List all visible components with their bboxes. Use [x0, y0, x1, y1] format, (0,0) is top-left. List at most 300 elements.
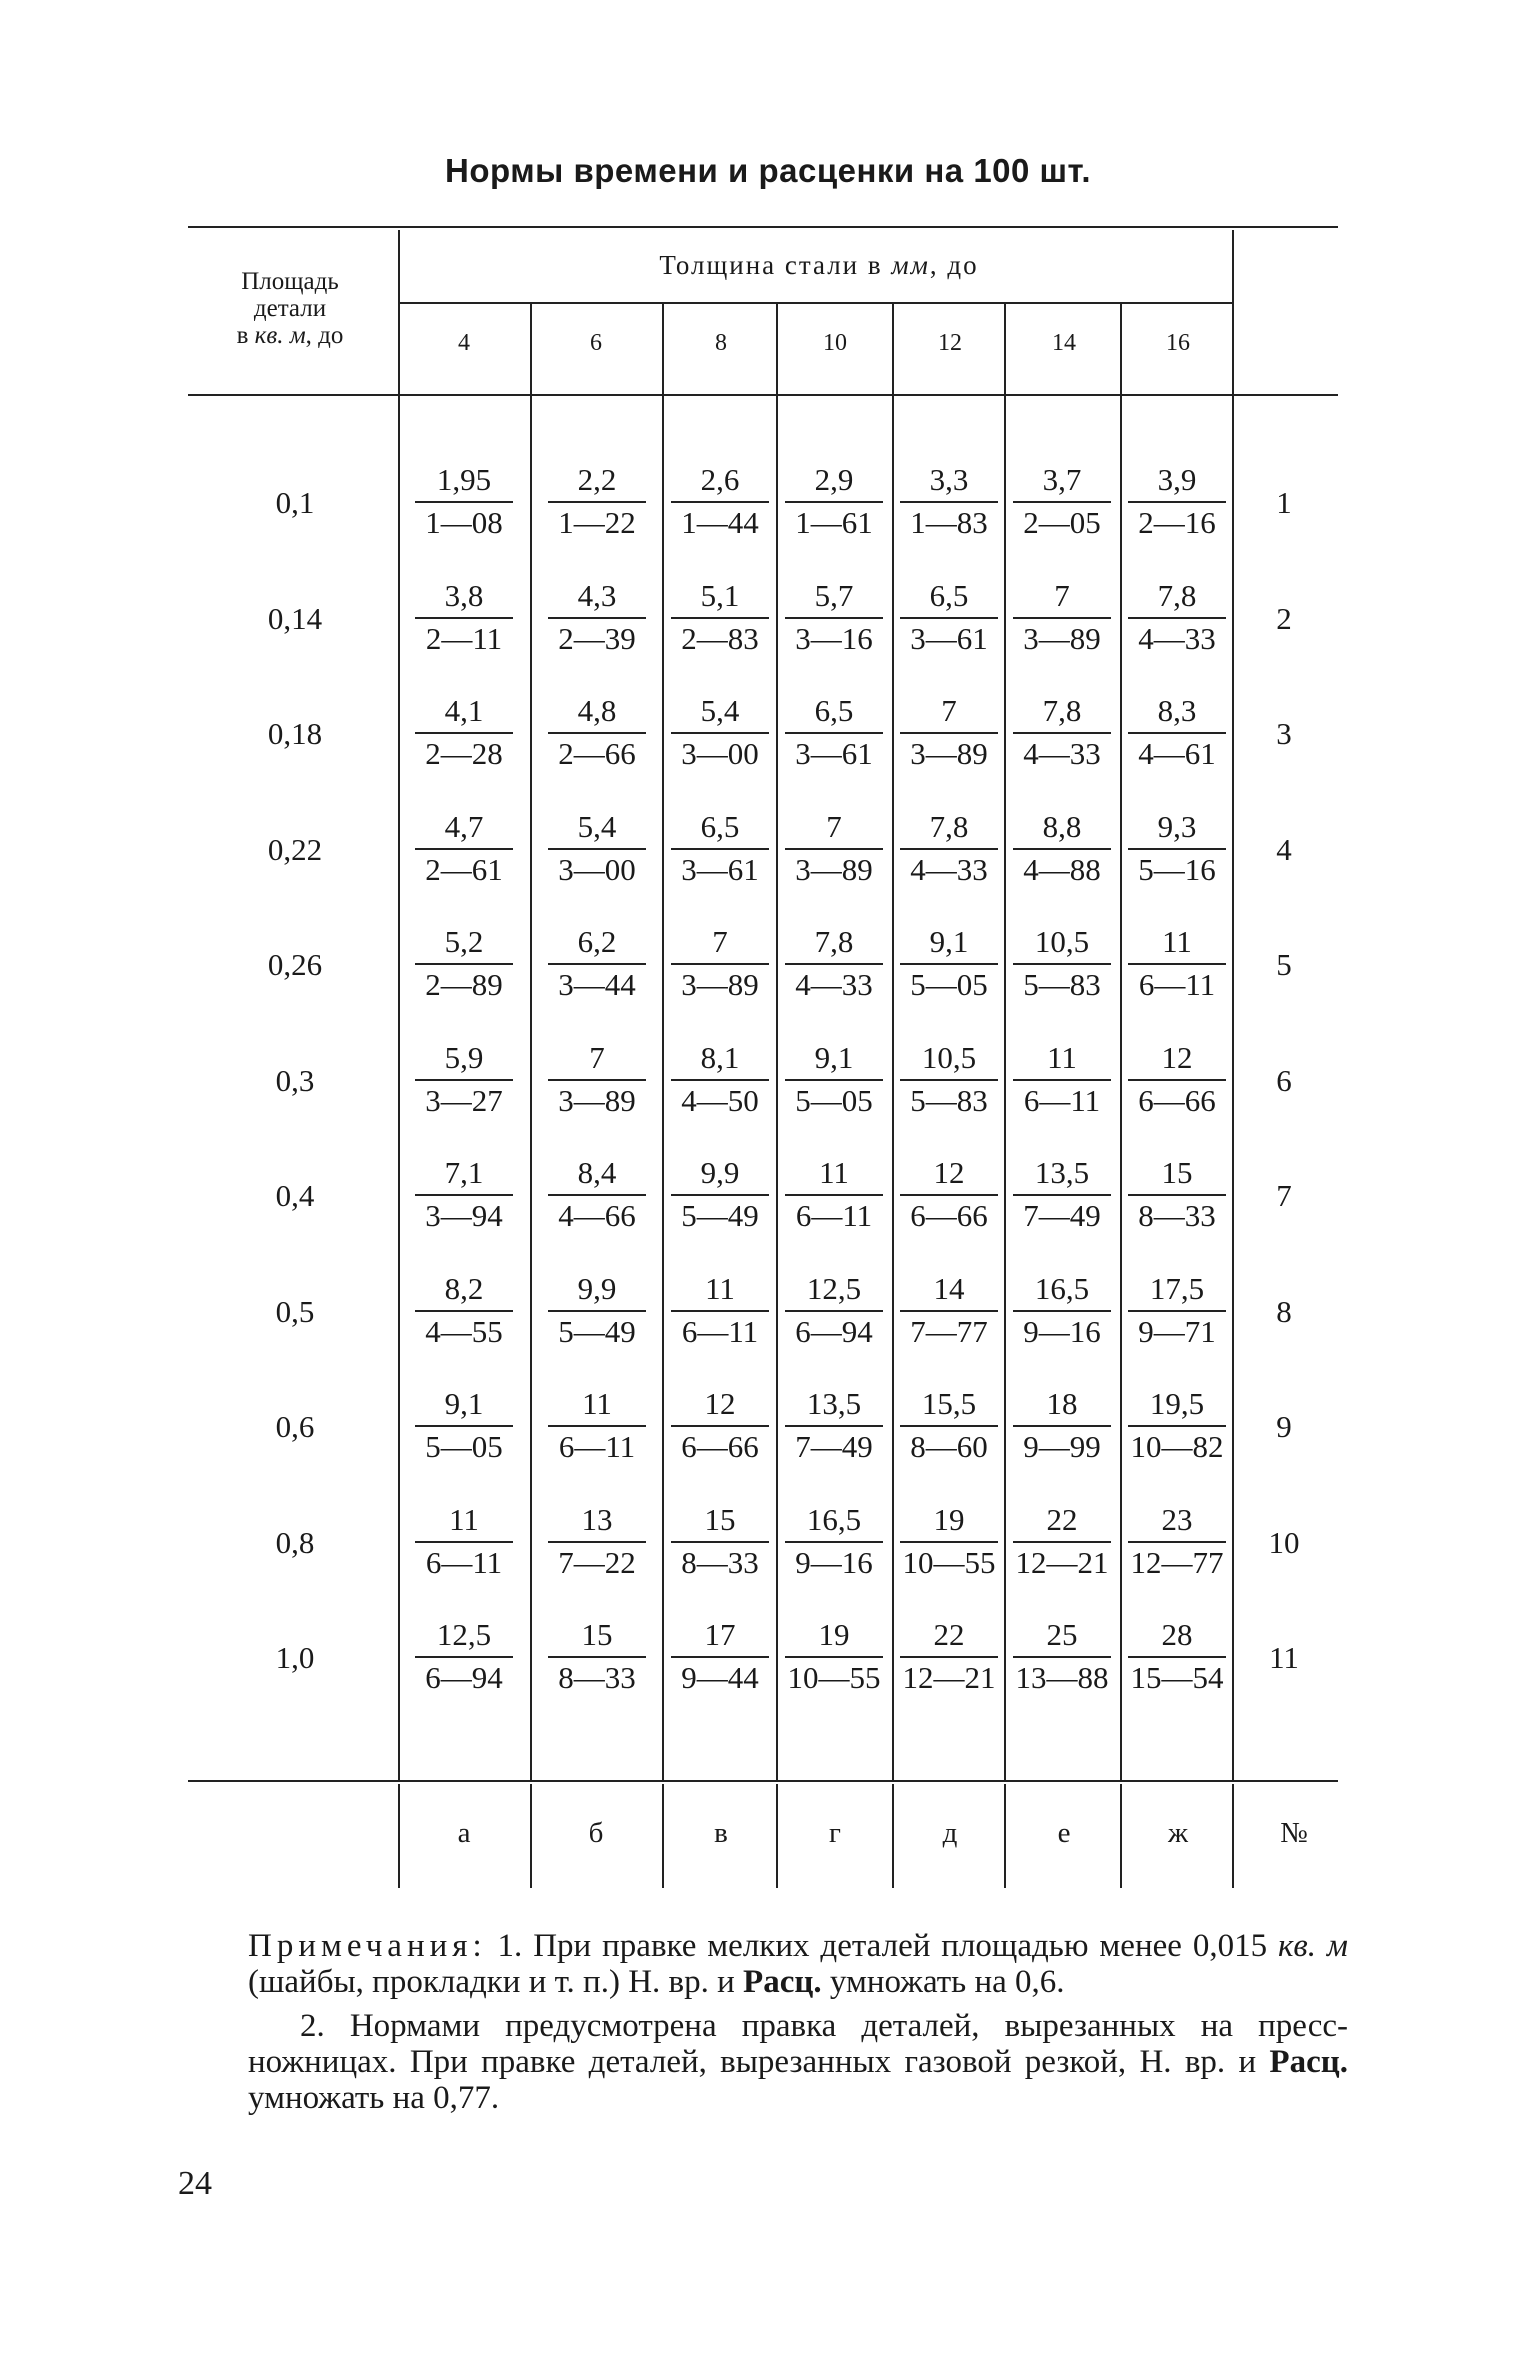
table-cell [665, 1156, 775, 1233]
column-letter: в [714, 1817, 728, 1849]
table-cell [542, 925, 652, 1002]
thickness-column-header: 12 [938, 330, 962, 356]
fraction-bar [1013, 732, 1111, 734]
fraction-bar [415, 1541, 513, 1543]
fraction-bar [785, 1194, 883, 1196]
fraction-bar [900, 1310, 998, 1312]
rate-value: 4—33 [1023, 736, 1101, 771]
table-cell [779, 925, 889, 1002]
rate-value: 4—88 [1023, 851, 1101, 887]
time-norm: 14 [933, 1270, 965, 1306]
time-norm: 15 [581, 1617, 613, 1652]
area-value: 0,18 [267, 716, 323, 751]
thickness-column-header: 6 [590, 330, 602, 356]
rate-value: 9—16 [795, 1544, 873, 1580]
thickness-column-header: 10 [823, 330, 847, 356]
time-norm: 7,8 [929, 808, 969, 844]
rate-value: 3—94 [425, 1198, 503, 1233]
rate-value: 9—71 [1138, 1313, 1216, 1349]
area-value: 0,5 [275, 1293, 315, 1329]
table-cell [1007, 694, 1117, 771]
fraction-bar [415, 963, 513, 965]
table-cell [1007, 810, 1117, 887]
fraction-bar [1013, 1310, 1111, 1312]
rate-value: 13—88 [1015, 1660, 1109, 1695]
time-norm: 5,2 [444, 924, 484, 959]
table-cell [1122, 1041, 1232, 1118]
time-norm: 7,1 [444, 1155, 484, 1190]
rate-value: 4—66 [558, 1198, 636, 1233]
fraction-bar [1128, 963, 1226, 965]
fraction-bar [900, 963, 998, 965]
note-2-bold: Расц. [1269, 2044, 1348, 2080]
row-number-header: № [1280, 1817, 1308, 1849]
rate-value: 5—05 [795, 1082, 873, 1118]
fraction-bar [1128, 617, 1226, 619]
table-cell [1122, 463, 1232, 540]
time-norm: 3,9 [1157, 462, 1197, 497]
fraction-bar [415, 848, 513, 850]
rate-value: 3—00 [558, 851, 636, 887]
fraction-bar [1013, 1079, 1111, 1081]
table-cell [1007, 1041, 1117, 1118]
rate-value: 6—66 [1138, 1082, 1216, 1118]
table-cell [542, 1272, 652, 1349]
time-norm: 17,5 [1149, 1270, 1205, 1306]
fraction-bar [1013, 617, 1111, 619]
time-norm: 13,5 [1034, 1155, 1090, 1190]
fraction-bar [900, 1079, 998, 1081]
table-cell [894, 463, 1004, 540]
thickness-header-unit: мм [891, 250, 930, 280]
time-norm: 5,9 [444, 1039, 484, 1075]
fraction-bar [548, 1079, 646, 1081]
rate-value: 4—33 [1138, 620, 1216, 656]
row-number: 3 [1276, 716, 1292, 751]
time-norm: 6,2 [577, 924, 617, 959]
fraction-bar [1013, 501, 1111, 503]
rate-value: 5—83 [910, 1082, 988, 1118]
table-cell [409, 1041, 519, 1118]
table-cell [1122, 1272, 1232, 1349]
time-norm: 23 [1161, 1501, 1193, 1537]
fraction-bar [1128, 1425, 1226, 1427]
footer-divider [398, 1784, 400, 1888]
area-header-prefix: в [236, 322, 255, 349]
rate-value: 6—94 [425, 1660, 503, 1695]
table-cell [409, 463, 519, 540]
rate-value: 7—22 [558, 1544, 636, 1580]
rate-value: 2—66 [558, 736, 636, 771]
note-1-unit: кв. м [1278, 1928, 1348, 1964]
time-norm: 16,5 [806, 1501, 862, 1537]
rate-value: 8—60 [910, 1429, 988, 1464]
table-cell [779, 1387, 889, 1464]
row-number: 2 [1276, 600, 1292, 636]
time-norm: 11 [705, 1270, 735, 1306]
rate-value: 6—11 [795, 1198, 873, 1233]
fraction-bar [1128, 1656, 1226, 1658]
table-cell [779, 1618, 889, 1695]
rate-value: 6—11 [425, 1544, 503, 1580]
table-cell [779, 810, 889, 887]
fraction-bar [1013, 848, 1111, 850]
time-norm: 11 [1162, 924, 1192, 959]
header-bottom-rule [188, 394, 1338, 396]
time-norm: 9,1 [929, 924, 969, 959]
note-2 [248, 2008, 1348, 2116]
rate-value: 3—61 [681, 851, 759, 887]
rate-value: 9—16 [1023, 1313, 1101, 1349]
rate-value: 7—49 [795, 1429, 873, 1464]
table-cell [1122, 1503, 1232, 1580]
fraction-bar [415, 1079, 513, 1081]
fraction-bar [900, 848, 998, 850]
rate-value: 3—44 [558, 967, 636, 1002]
header-divider [1120, 302, 1122, 394]
rate-value: 7—77 [910, 1313, 988, 1349]
body-divider [662, 396, 664, 1780]
rate-value: 3—89 [1023, 620, 1101, 656]
table-cell [542, 579, 652, 656]
rate-value: 7—49 [1023, 1198, 1101, 1233]
time-norm: 4,3 [577, 577, 617, 613]
fraction-bar [671, 1541, 769, 1543]
rate-value: 15—54 [1130, 1660, 1224, 1695]
fraction-bar [548, 1541, 646, 1543]
table-cell [894, 1503, 1004, 1580]
rate-value: 1—08 [425, 505, 503, 540]
rate-value: 10—82 [1130, 1429, 1224, 1464]
rate-value: 10—55 [902, 1544, 996, 1580]
row-number: 11 [1269, 1640, 1299, 1675]
rate-value: 12—21 [1015, 1544, 1109, 1580]
header-divider [530, 302, 532, 394]
rate-value: 3—27 [425, 1082, 503, 1118]
table-cell [1122, 694, 1232, 771]
table-cell [1122, 1156, 1232, 1233]
column-letter: г [829, 1817, 841, 1849]
fraction-bar [785, 1656, 883, 1658]
time-norm: 16,5 [1034, 1270, 1090, 1306]
fraction-bar [548, 501, 646, 503]
rate-value: 2—11 [425, 620, 503, 656]
notes-label: Примечания: [248, 1928, 487, 1964]
fraction-bar [1128, 848, 1226, 850]
time-norm: 19 [818, 1617, 850, 1652]
fraction-bar [548, 1425, 646, 1427]
time-norm: 7 [712, 924, 728, 959]
time-norm: 7,8 [1042, 693, 1082, 728]
thickness-header-suffix: , до [929, 250, 979, 280]
rate-value: 2—83 [681, 620, 759, 656]
footer-divider [662, 1784, 664, 1888]
table-cell [409, 1618, 519, 1695]
note-2-text-c: умножать на 0,77. [248, 2080, 500, 2116]
rate-value: 5—05 [910, 967, 988, 1002]
table-cell [665, 1503, 775, 1580]
table-cell [894, 925, 1004, 1002]
table-cell [409, 694, 519, 771]
fraction-bar [785, 963, 883, 965]
column-letter: е [1057, 1817, 1071, 1849]
rate-value: 2—39 [558, 620, 636, 656]
footer-divider [1004, 1784, 1006, 1888]
area-value: 0,26 [267, 947, 323, 982]
note-1-text-c: умножать на 0,6. [821, 1964, 1065, 2000]
table-cell [779, 694, 889, 771]
table-cell [409, 925, 519, 1002]
time-norm: 28 [1161, 1617, 1193, 1652]
time-norm: 2,2 [577, 462, 617, 497]
header-divider [662, 302, 664, 394]
time-norm: 3,3 [929, 462, 969, 497]
fraction-bar [415, 1656, 513, 1658]
area-header-unit: кв. м [254, 322, 306, 349]
table-top-rule [188, 226, 1338, 228]
area-header-line1: Площадь [241, 268, 339, 295]
fraction-bar [671, 1656, 769, 1658]
table-cell [779, 1503, 889, 1580]
time-norm: 10,5 [1034, 924, 1090, 959]
rate-value: 4—50 [681, 1082, 759, 1118]
time-norm: 5,4 [700, 693, 740, 728]
time-norm: 9,3 [1157, 808, 1197, 844]
table-cell [542, 1387, 652, 1464]
fraction-bar [415, 1194, 513, 1196]
header-divider [892, 302, 894, 394]
body-divider [776, 396, 778, 1780]
fraction-bar [1128, 1079, 1226, 1081]
fraction-bar [548, 732, 646, 734]
table-cell [409, 579, 519, 656]
area-value: 0,8 [275, 1524, 315, 1560]
time-norm: 22 [1046, 1501, 1078, 1537]
fraction-bar [415, 617, 513, 619]
table-cell [542, 1503, 652, 1580]
fraction-bar [785, 1310, 883, 1312]
table-cell [542, 810, 652, 887]
time-norm: 9,9 [577, 1270, 617, 1306]
note-1 [248, 1928, 1348, 2000]
footer-divider [1120, 1784, 1122, 1888]
time-norm: 22 [933, 1617, 965, 1652]
table-cell [542, 1618, 652, 1695]
fraction-bar [415, 1425, 513, 1427]
table-cell [1007, 1272, 1117, 1349]
table-cell [665, 1272, 775, 1349]
rate-value: 4—55 [425, 1313, 503, 1349]
fraction-bar [900, 1425, 998, 1427]
column-letter: ж [1167, 1817, 1189, 1849]
time-norm: 7 [1054, 577, 1070, 613]
time-norm: 7,8 [1157, 577, 1197, 613]
fraction-bar [671, 617, 769, 619]
time-norm: 18 [1046, 1386, 1078, 1421]
fraction-bar [785, 1079, 883, 1081]
fraction-bar [671, 732, 769, 734]
table-cell [1007, 1503, 1117, 1580]
fraction-bar [1128, 1541, 1226, 1543]
time-norm: 7 [826, 808, 842, 844]
table-cell [665, 1387, 775, 1464]
fraction-bar [785, 617, 883, 619]
rate-value: 8—33 [681, 1544, 759, 1580]
table-cell [542, 694, 652, 771]
rate-value: 6—11 [1023, 1082, 1101, 1118]
header-divider [776, 302, 778, 394]
rate-value: 12—77 [1130, 1544, 1224, 1580]
fraction-bar [900, 732, 998, 734]
time-norm: 6,5 [700, 808, 740, 844]
time-norm: 12,5 [436, 1617, 492, 1652]
page-number: 24 [178, 2165, 212, 2202]
fraction-bar [1013, 963, 1111, 965]
table-cell [665, 463, 775, 540]
footer-divider [530, 1784, 532, 1888]
thickness-column-header: 14 [1052, 330, 1076, 356]
note-1-text-b: (шайбы, прокладки и т. п.) Н. вр. и [248, 1964, 744, 2000]
time-norm: 12 [704, 1386, 736, 1421]
row-number: 10 [1268, 1524, 1300, 1560]
time-norm: 11 [819, 1155, 849, 1190]
table-cell [779, 1272, 889, 1349]
time-norm: 1,95 [436, 462, 492, 497]
table-cell [1122, 1618, 1232, 1695]
fraction-bar [548, 617, 646, 619]
rate-value: 12—21 [902, 1660, 996, 1695]
rate-value: 6—94 [795, 1313, 873, 1349]
fraction-bar [900, 501, 998, 503]
footer-divider [776, 1784, 778, 1888]
rate-value: 3—61 [795, 736, 873, 771]
header-divider [1004, 302, 1006, 394]
time-norm: 6,5 [814, 693, 854, 728]
column-letter: а [457, 1817, 471, 1849]
body-divider [398, 396, 400, 1780]
time-norm: 8,2 [444, 1270, 484, 1306]
rate-value: 5—05 [425, 1429, 503, 1464]
thickness-header [404, 250, 1234, 281]
row-number: 4 [1276, 831, 1292, 867]
body-divider [1004, 396, 1006, 1780]
fraction-bar [671, 1310, 769, 1312]
fraction-bar [671, 1425, 769, 1427]
area-value: 0,6 [275, 1409, 315, 1444]
rate-value: 1—22 [558, 505, 636, 540]
time-norm: 12,5 [806, 1270, 862, 1306]
table-cell [665, 925, 775, 1002]
fraction-bar [785, 1541, 883, 1543]
rate-value: 3—89 [795, 851, 873, 887]
area-column-header [190, 268, 390, 349]
note-1-text-a: 1. При правке мелких деталей площадью менее 0,015 [486, 1928, 1278, 1964]
rate-value: 3—16 [795, 620, 873, 656]
rate-value: 4—33 [910, 851, 988, 887]
page-title: Нормы времени и расценки на 100 шт. [445, 152, 1091, 189]
rate-value: 4—33 [795, 967, 873, 1002]
time-norm: 2,6 [700, 462, 740, 497]
table-cell [665, 579, 775, 656]
table-cell [894, 579, 1004, 656]
body-bottom-rule [188, 1780, 1338, 1782]
area-header-line3 [190, 322, 390, 349]
fraction-bar [548, 1194, 646, 1196]
rate-value: 2—28 [425, 736, 503, 771]
time-norm: 15 [1161, 1155, 1193, 1190]
time-norm: 8,1 [700, 1039, 740, 1075]
notes [248, 1928, 1348, 2116]
time-norm: 9,1 [814, 1039, 854, 1075]
fraction-bar [1128, 732, 1226, 734]
rate-value: 6—11 [1138, 967, 1216, 1002]
row-number: 5 [1276, 947, 1292, 982]
column-letter: д [942, 1817, 958, 1849]
time-norm: 6,5 [929, 577, 969, 613]
time-norm: 2,9 [814, 462, 854, 497]
fraction-bar [900, 1194, 998, 1196]
area-value: 1,0 [275, 1640, 315, 1675]
fraction-bar [785, 1425, 883, 1427]
time-norm: 5,1 [700, 577, 740, 613]
time-norm: 13,5 [806, 1386, 862, 1421]
fraction-bar [548, 963, 646, 965]
fraction-bar [1128, 501, 1226, 503]
rate-value: 6—11 [558, 1429, 636, 1464]
note-2-text-a: 2. Нормами предусмотрена правка деталей, вырезанных на пресс-ножницах. При правке деталей, вырезанных газовой резкой, Н. вр. и [248, 2008, 1348, 2080]
footer-divider [1232, 1784, 1234, 1888]
table-cell [409, 810, 519, 887]
area-value: 0,14 [267, 600, 323, 636]
rate-value: 8—33 [1138, 1198, 1216, 1233]
fraction-bar [1128, 1310, 1226, 1312]
table-cell [894, 694, 1004, 771]
fraction-bar [900, 617, 998, 619]
fraction-bar [671, 1194, 769, 1196]
fraction-bar [1013, 1541, 1111, 1543]
row-number: 1 [1276, 485, 1292, 520]
time-norm: 17 [704, 1617, 736, 1652]
table-cell [542, 1156, 652, 1233]
rate-value: 9—99 [1023, 1429, 1101, 1464]
rate-value: 2—61 [425, 851, 503, 887]
thickness-column-header: 8 [715, 330, 727, 356]
table-cell [779, 579, 889, 656]
rate-value: 6—66 [910, 1198, 988, 1233]
time-norm: 12 [1161, 1039, 1193, 1075]
time-norm: 8,8 [1042, 808, 1082, 844]
thickness-column-header: 4 [458, 330, 470, 356]
fraction-bar [548, 1310, 646, 1312]
time-norm: 10,5 [921, 1039, 977, 1075]
table-cell [665, 810, 775, 887]
table-cell [665, 694, 775, 771]
table-cell [1122, 1387, 1232, 1464]
rate-value: 3—89 [558, 1082, 636, 1118]
fraction-bar [671, 1079, 769, 1081]
rate-value: 9—44 [681, 1660, 759, 1695]
body-divider [530, 396, 532, 1780]
table-cell [1007, 1156, 1117, 1233]
table-cell [1122, 579, 1232, 656]
table-cell [409, 1272, 519, 1349]
table-cell [894, 1387, 1004, 1464]
fraction-bar [671, 501, 769, 503]
fraction-bar [785, 848, 883, 850]
rate-value: 10—55 [787, 1660, 881, 1695]
rate-value: 2—05 [1023, 505, 1101, 540]
thickness-header-rule [398, 302, 1232, 304]
